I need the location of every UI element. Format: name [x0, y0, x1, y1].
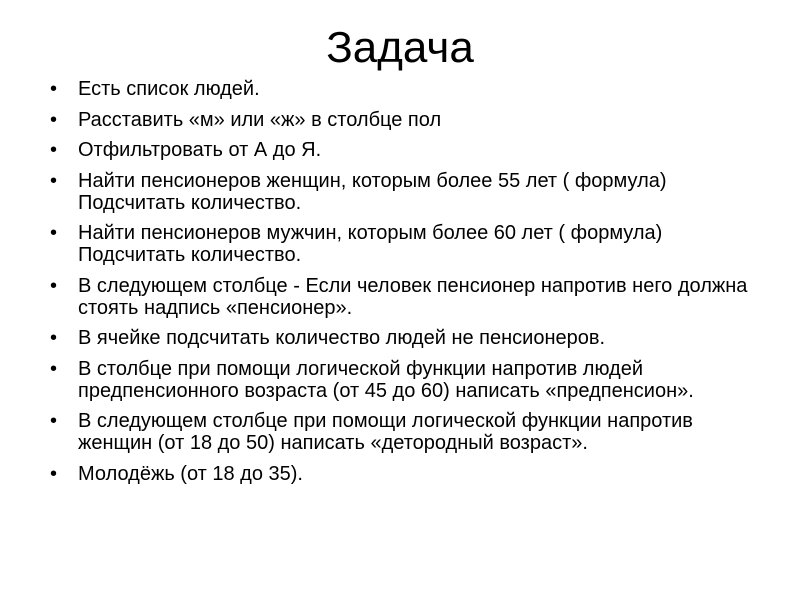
bullet-text: Отфильтровать от А до Я.: [78, 139, 322, 161]
bullet-item: [50, 139, 770, 161]
bullet-item: [50, 410, 770, 454]
bullet-dot-icon: •: [50, 274, 58, 297]
bullet-text: Найти пенсионеров мужчин, которым более 60 лет ( формула) Подсчитать количество.: [78, 222, 663, 266]
bullet-item: [50, 463, 770, 485]
bullet-dot-icon: •: [50, 139, 58, 161]
bullet-text: В следующем столбце при помощи логической функции напротив женщин (от 18 до 50) написать «детородный возраст».: [78, 410, 693, 454]
bullet-dot-icon: •: [50, 462, 58, 485]
bullet-item: [50, 327, 770, 349]
bullet-text: В следующем столбце - Если человек пенсионер напротив него должна стоять надпись «пенсионер».: [78, 274, 748, 319]
bullet-item: [50, 358, 770, 402]
bullet-item: [50, 109, 770, 131]
bullet-item: [50, 275, 770, 319]
bullet-dot-icon: •: [50, 78, 58, 100]
bullet-dot-icon: •: [50, 108, 58, 131]
bullet-item: [50, 78, 770, 100]
bullet-dot-icon: •: [50, 222, 58, 244]
bullet-item: [50, 170, 770, 214]
bullet-text: Найти пенсионеров женщин, которым более 55 лет ( формула) Подсчитать количество.: [78, 169, 667, 214]
bullet-text: Есть список людей.: [78, 78, 260, 100]
bullet-dot-icon: •: [50, 410, 58, 432]
bullet-text: Расставить «м» или «ж» в столбце пол: [78, 108, 442, 131]
bullet-item: [50, 222, 770, 266]
bullet-dot-icon: •: [50, 169, 58, 192]
bullet-list: [50, 78, 770, 493]
bullet-text: В столбце при помощи логической функции напротив людей предпенсионного возраста (от 45 до 60) написать «предпенсион».: [78, 357, 694, 402]
bullet-text: Молодёжь (от 18 до 35).: [78, 462, 303, 485]
bullet-dot-icon: •: [50, 357, 58, 380]
slide-title: Задача: [326, 23, 474, 72]
bullet-dot-icon: •: [50, 327, 58, 349]
bullet-text: В ячейке подсчитать количество людей не пенсионеров.: [78, 327, 606, 349]
